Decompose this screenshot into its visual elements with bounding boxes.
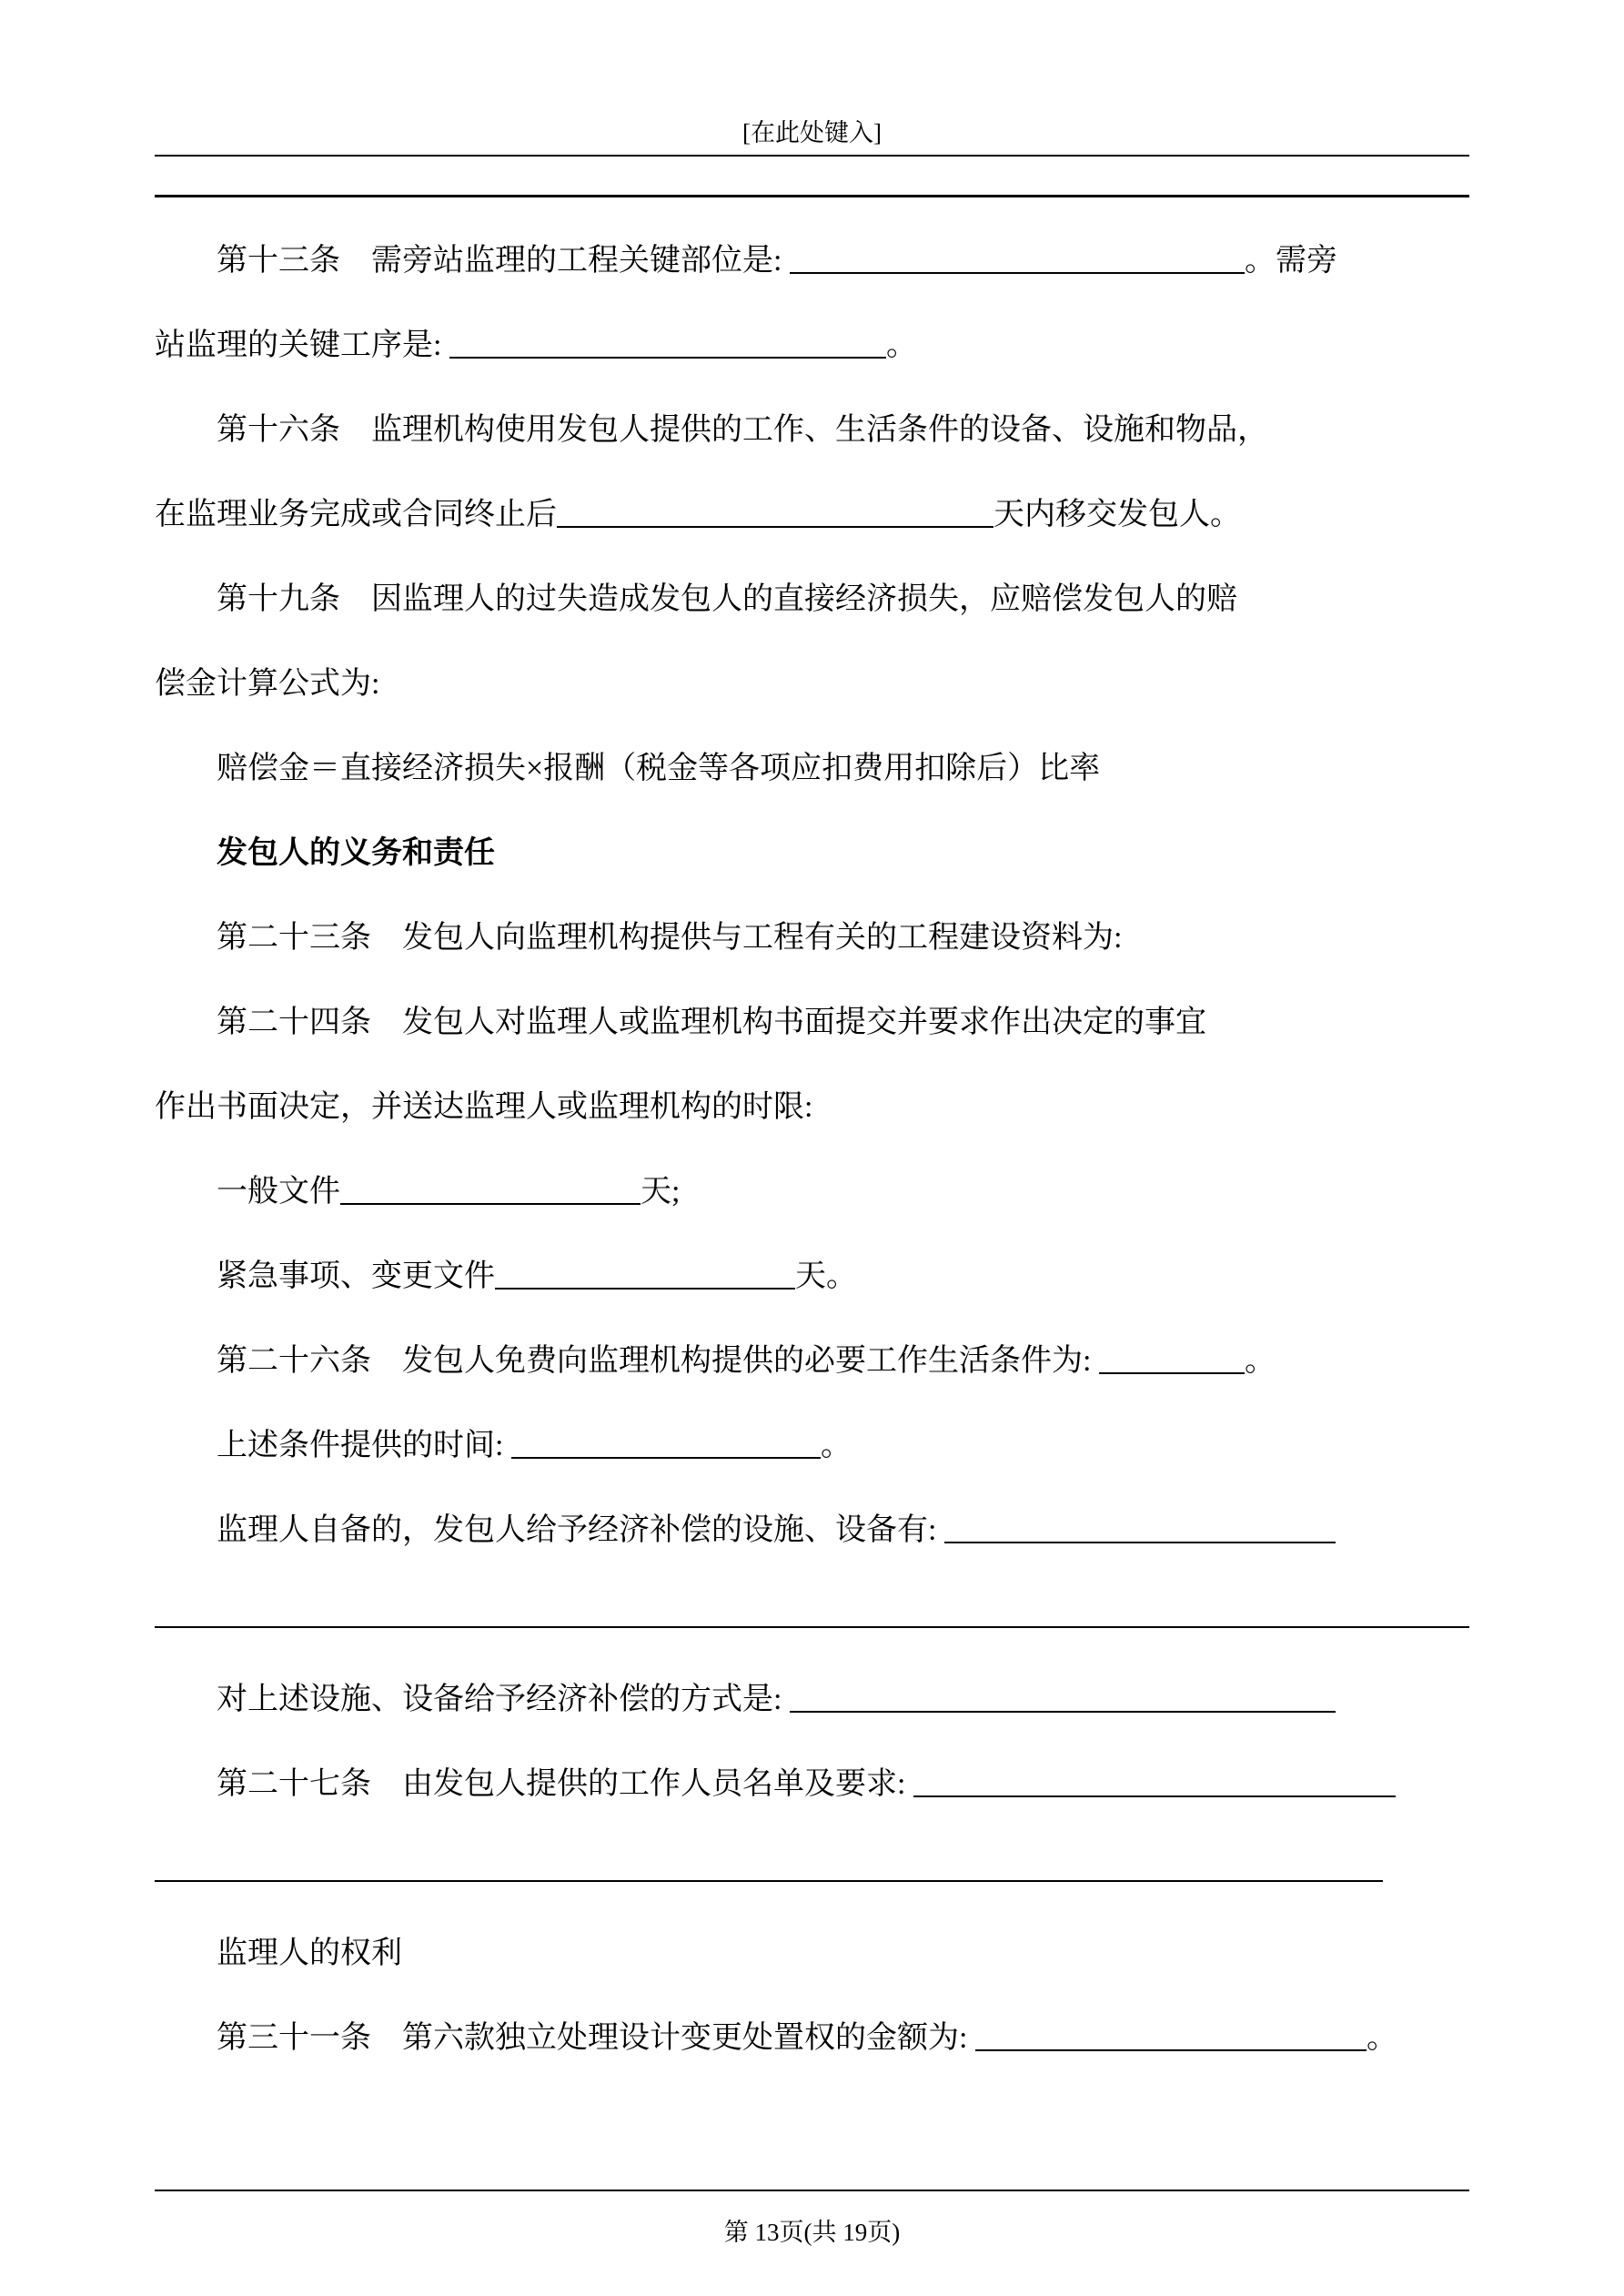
text-run: 一般文件 bbox=[217, 1175, 340, 1209]
blank-field[interactable] bbox=[340, 1196, 641, 1205]
document-line bbox=[155, 1403, 1469, 1488]
blank-field[interactable] bbox=[155, 1873, 1383, 1882]
document-line bbox=[155, 980, 1469, 1065]
text-run: 赔偿金＝直接经济损失×报酬（税金等各项应扣费用扣除后）比率 bbox=[217, 752, 1101, 785]
document-line bbox=[155, 1996, 1469, 2080]
text-run: 。 bbox=[1366, 2021, 1397, 2055]
blank-field[interactable] bbox=[155, 1619, 1469, 1628]
blank-field[interactable] bbox=[557, 519, 994, 528]
document-line bbox=[155, 557, 1469, 642]
document-line bbox=[155, 218, 1469, 303]
document-line bbox=[155, 388, 1469, 472]
blank-field[interactable] bbox=[944, 1534, 1336, 1543]
document-line bbox=[155, 1573, 1469, 1657]
document-line bbox=[155, 811, 1469, 895]
text-run: 发包人的义务和责任 bbox=[217, 836, 495, 870]
document-line bbox=[155, 1911, 1469, 1996]
blank-field[interactable] bbox=[511, 1450, 821, 1459]
text-run: 作出书面决定，并送达监理人或监理机构的时限: bbox=[155, 1090, 813, 1124]
text-run: 第二十六条 发包人免费向监理机构提供的必要工作生活条件为: bbox=[217, 1344, 1099, 1378]
document-line bbox=[155, 1657, 1469, 1742]
text-run: 站监理的关键工序是: bbox=[155, 329, 449, 362]
text-run: 。需旁 bbox=[1244, 244, 1337, 278]
document-line bbox=[155, 1149, 1469, 1234]
document-line bbox=[155, 303, 1469, 388]
text-run: 第二十七条 由发包人提供的工作人员名单及要求: bbox=[217, 1767, 913, 1801]
document-line bbox=[155, 1742, 1469, 1826]
text-run: 天。 bbox=[795, 1259, 857, 1293]
text-run: 在监理业务完成或合同终止后 bbox=[155, 498, 557, 531]
text-run: 对上述设施、设备给予经济补偿的方式是: bbox=[217, 1683, 790, 1716]
text-run: 天; bbox=[641, 1175, 681, 1209]
blank-field[interactable] bbox=[495, 1280, 795, 1290]
text-run: 偿金计算公式为: bbox=[155, 667, 380, 701]
text-run: 上述条件提供的时间: bbox=[217, 1429, 511, 1462]
document-line bbox=[155, 1065, 1469, 1149]
text-run: 。 bbox=[885, 329, 917, 362]
footer-rule bbox=[155, 2190, 1469, 2191]
header-placeholder[interactable]: [在此处键入] bbox=[742, 119, 882, 147]
document-body bbox=[155, 218, 1469, 2080]
blank-field[interactable] bbox=[913, 1788, 1396, 1797]
blank-field[interactable] bbox=[1099, 1365, 1245, 1374]
blank-field[interactable] bbox=[975, 2042, 1367, 2051]
text-run: 第十六条 监理机构使用发包人提供的工作、生活条件的设备、设施和物品， bbox=[217, 413, 1268, 447]
blank-field[interactable] bbox=[790, 265, 1245, 274]
text-run: 。 bbox=[1244, 1344, 1276, 1378]
text-run: 第二十三条 发包人向监理机构提供与工程有关的工程建设资料为: bbox=[217, 921, 1123, 955]
text-run: 第十三条 需旁站监理的工程关键部位是: bbox=[217, 244, 790, 278]
text-run: 第三十一条 第六款独立处理设计变更处置权的金额为: bbox=[217, 2021, 975, 2055]
document-line bbox=[155, 642, 1469, 726]
text-run: 天内移交发包人。 bbox=[994, 498, 1241, 531]
document-line bbox=[155, 1234, 1469, 1319]
document-line bbox=[155, 1826, 1469, 1911]
text-run: 。 bbox=[820, 1429, 852, 1462]
document-line bbox=[155, 895, 1469, 980]
text-run: 监理人的权利 bbox=[217, 1937, 402, 1970]
text-run: 监理人自备的，发包人给予经济补偿的设施、设备有: bbox=[217, 1513, 944, 1547]
document-line bbox=[155, 472, 1469, 557]
text-run: 第十九条 因监理人的过失造成发包人的直接经济损失，应赔偿发包人的赔 bbox=[217, 582, 1237, 616]
header-rule-top bbox=[155, 155, 1469, 157]
blank-field[interactable] bbox=[449, 349, 886, 359]
blank-field[interactable] bbox=[790, 1704, 1336, 1713]
document-line bbox=[155, 726, 1469, 811]
text-run: 第二十四条 发包人对监理人或监理机构书面提交并要求作出决定的事宜 bbox=[217, 1006, 1206, 1039]
header-rule-bottom bbox=[155, 195, 1469, 197]
document-line bbox=[155, 1488, 1469, 1573]
page-number: 第 13页(共 19页) bbox=[723, 2219, 901, 2246]
document-line bbox=[155, 1319, 1469, 1403]
text-run: 紧急事项、变更文件 bbox=[217, 1259, 495, 1293]
